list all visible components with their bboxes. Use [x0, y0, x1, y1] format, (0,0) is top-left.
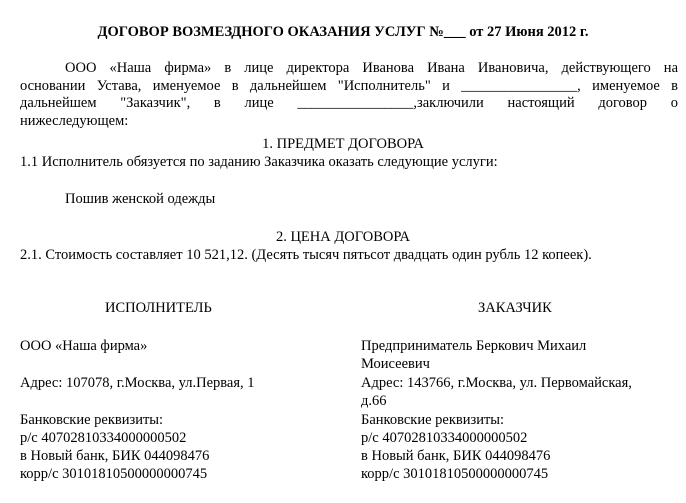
executor-account: р/с 40702810334000000502 [20, 430, 187, 446]
customer-address-line2: д.66 [361, 393, 387, 409]
section1-text: 1.1 Исполнитель обязуется по заданию Заказчика оказать следующие услуги: [20, 154, 498, 170]
service-description: Пошив женской одежды [65, 191, 216, 207]
intro-line: дальнейшем "Заказчик", в лице ________________,заключили настоящий договор о [20, 95, 678, 111]
customer-bank: в Новый банк, БИК 044098476 [361, 448, 551, 464]
customer-name-line2: Моисеевич [361, 356, 430, 372]
executor-bank-label: Банковские реквизиты: [20, 412, 164, 428]
section2-text: 2.1. Стоимость составляет 10 521,12. (Десять тысяч пятьсот двадцать один рубль 12 копеек). [20, 247, 592, 263]
customer-address-line1: Адрес: 143766, г.Москва, ул. Первомайская, [361, 375, 632, 391]
section2-heading: 2. ЦЕНА ДОГОВОРА [275, 229, 411, 245]
executor-corr-account: корр/с 30101810500000000745 [20, 466, 208, 482]
intro-line: основании Устава, именуемое в дальнейшем "Исполнитель" и ________________, именуемое в [20, 77, 678, 94]
executor-bank: в Новый банк, БИК 044098476 [20, 448, 210, 464]
customer-corr-account: корр/с 30101810500000000745 [361, 466, 549, 482]
intro-line: нижеследующем: [20, 112, 129, 129]
intro-paragraph [20, 60, 678, 130]
executor-address: Адрес: 107078, г.Москва, ул.Первая, 1 [20, 375, 255, 391]
customer-name-line1: Предприниматель Беркович Михаил [361, 338, 587, 354]
intro-line: ООО «Наша фирма» в лице директора Иванова Ивана Ивановича, действующего на [65, 60, 678, 76]
customer-account: р/с 40702810334000000502 [361, 430, 528, 446]
executor-heading: ИСПОЛНИТЕЛЬ [105, 300, 212, 316]
customer-heading: ЗАКАЗЧИК [478, 300, 552, 316]
executor-name: ООО «Наша фирма» [20, 338, 148, 354]
section1-heading: 1. ПРЕДМЕТ ДОГОВОРА [262, 136, 424, 152]
contract-title: ДОГОВОР ВОЗМЕЗДНОГО ОКАЗАНИЯ УСЛУГ №___ от 27 Июня 2012 г. [97, 24, 589, 40]
customer-bank-label: Банковские реквизиты: [361, 412, 505, 428]
